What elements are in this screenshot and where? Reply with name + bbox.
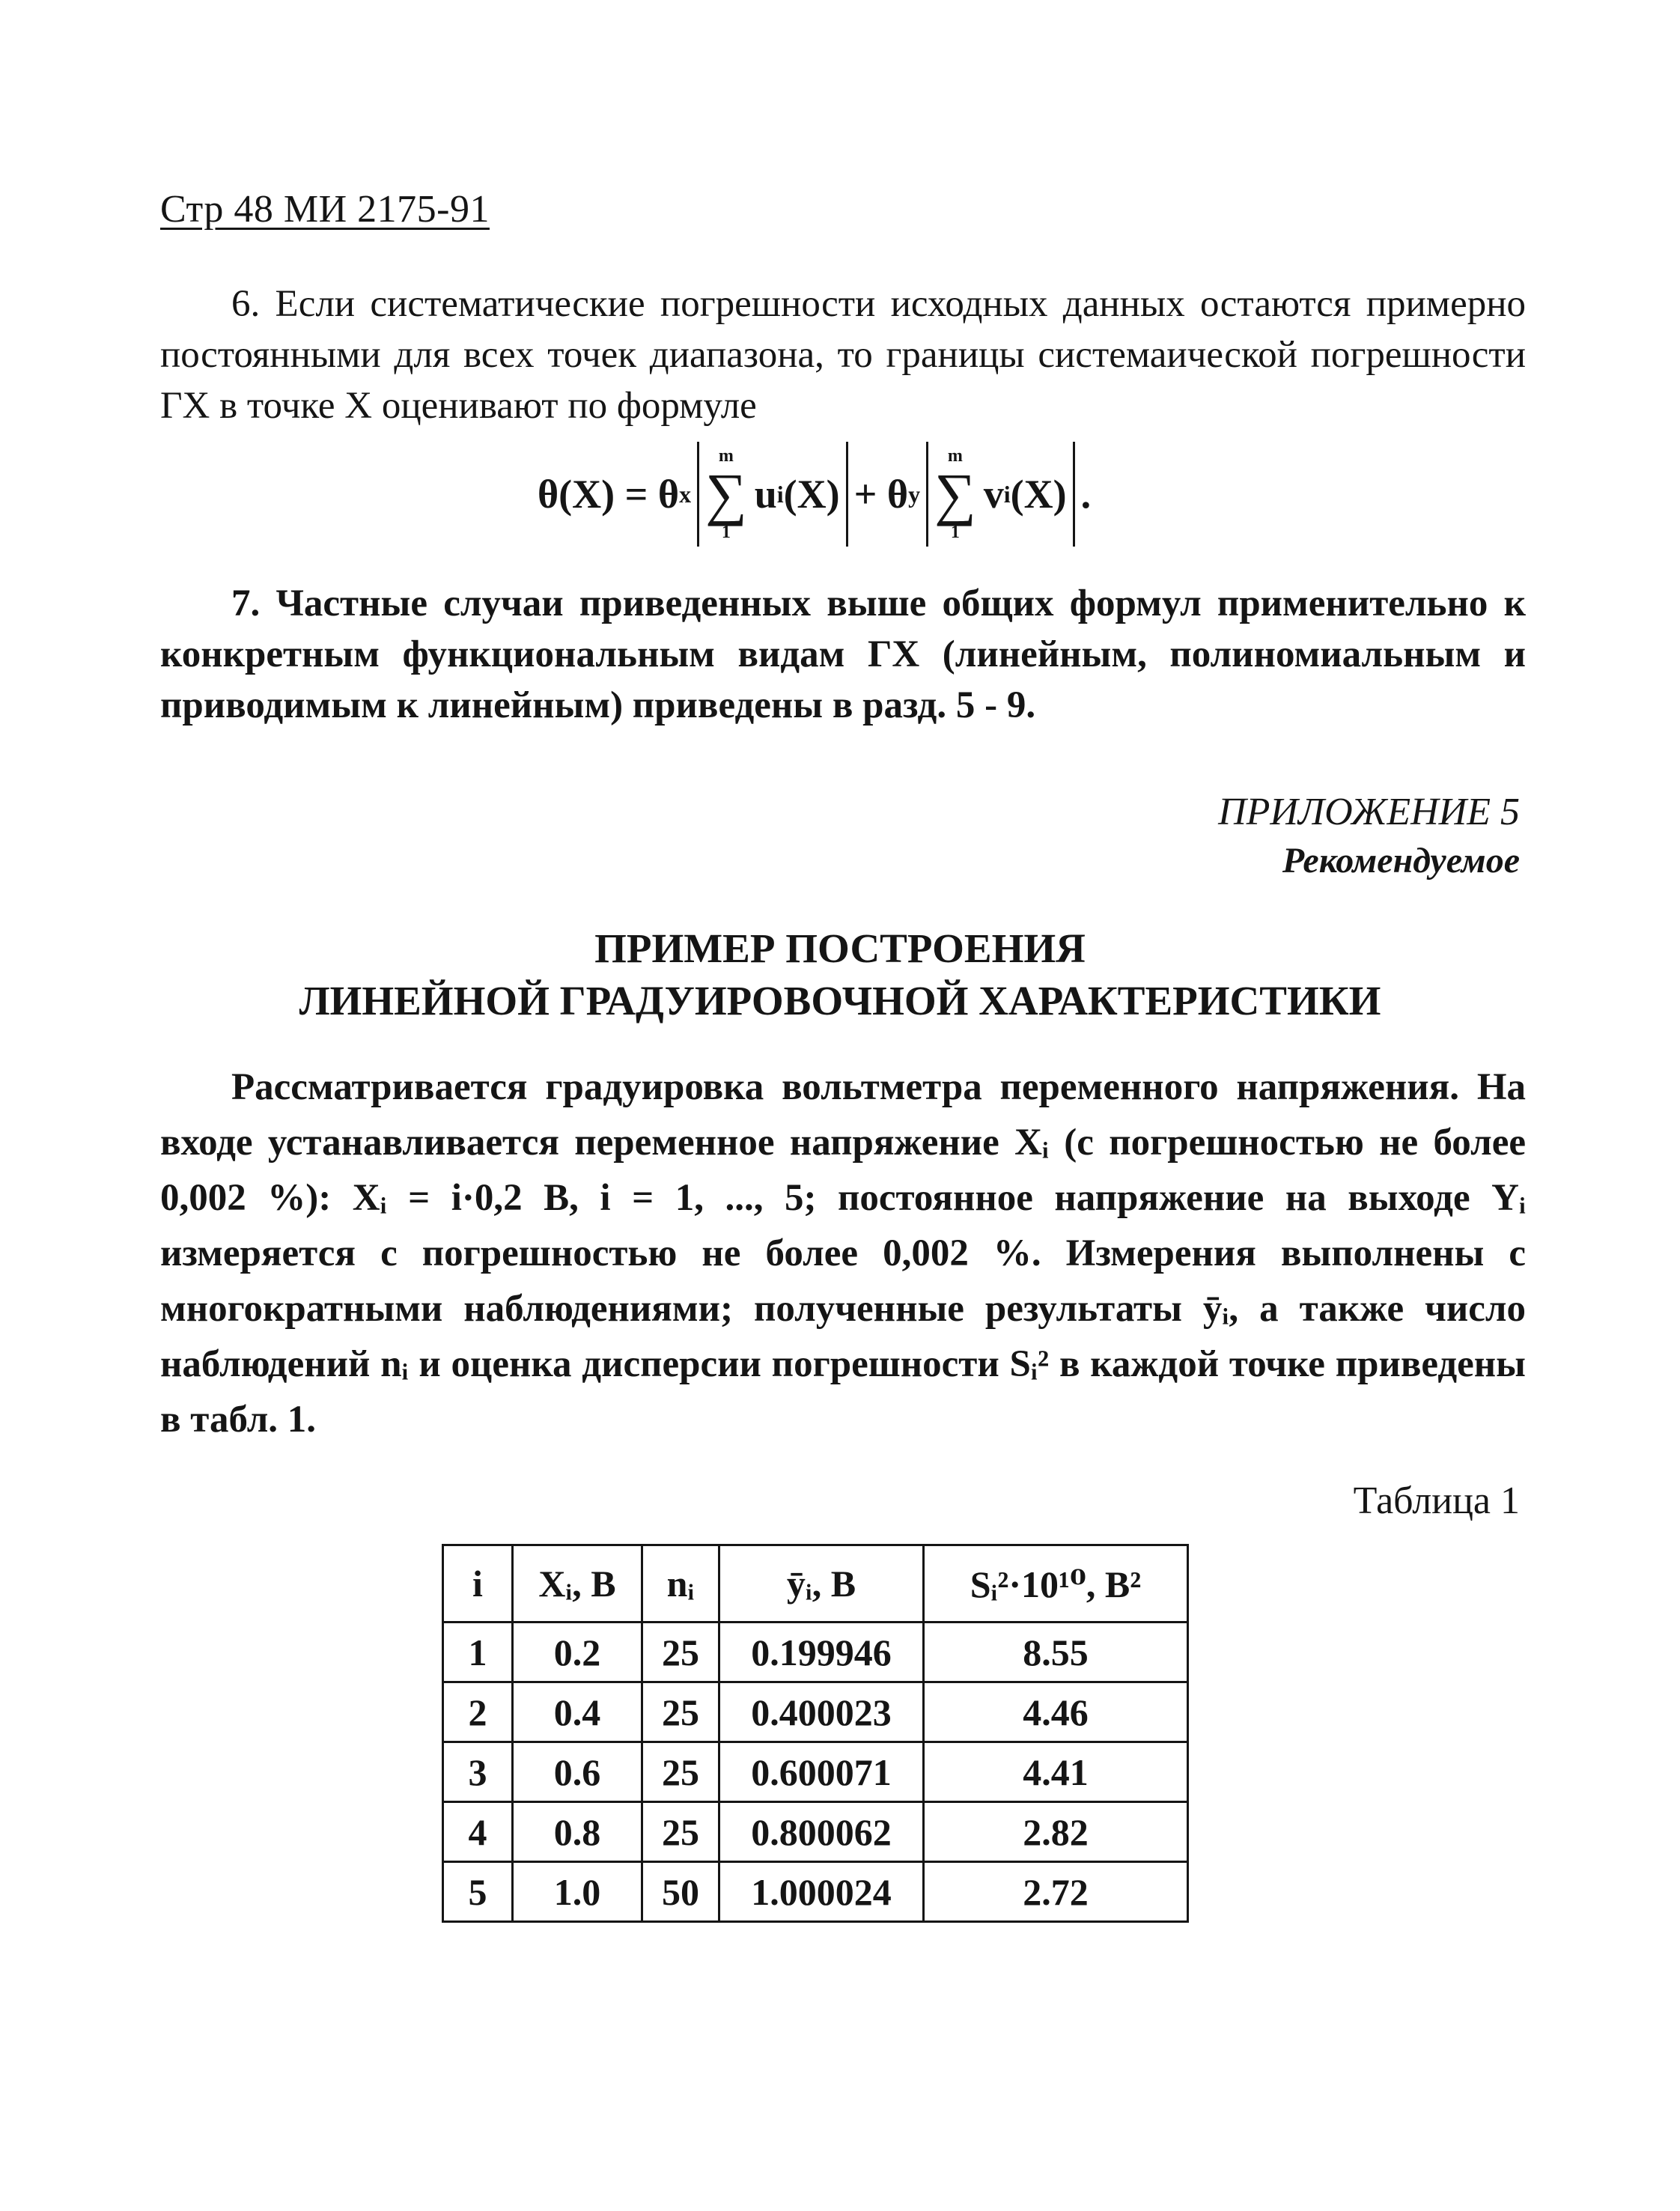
paragraph-7: 7. Частные случаи приведенных выше общих формул применительно к конкретным функциональным видам ГХ (линейным, полиномиальным и приводимым к линейным) приведены в разд. 5 - 9. xyxy=(160,583,1526,726)
cell-i: 2 xyxy=(443,1682,513,1742)
table-header-row xyxy=(443,1545,1188,1622)
sum-lower: 1 xyxy=(721,523,731,542)
data-table xyxy=(442,1544,1189,1923)
formula-abs-2 xyxy=(926,442,1074,547)
cell-y: 0.800062 xyxy=(719,1802,924,1862)
cell-y: 0.600071 xyxy=(719,1742,924,1802)
header-y: ȳᵢ, В xyxy=(719,1545,924,1622)
cell-i: 4 xyxy=(443,1802,513,1862)
sum-icon: m ∑ 1 xyxy=(934,446,976,542)
appendix-label: ПРИЛОЖЕНИЕ 5 xyxy=(1218,791,1520,833)
cell-x: 0.6 xyxy=(513,1742,642,1802)
cell-n: 25 xyxy=(642,1622,719,1682)
formula xyxy=(538,434,1091,554)
cell-x: 0.8 xyxy=(513,1802,642,1862)
formula-theta-x-sub: x xyxy=(679,480,692,508)
cell-n: 50 xyxy=(642,1862,719,1922)
formula-end: . xyxy=(1080,472,1092,517)
header-i: i xyxy=(443,1545,513,1622)
cell-i: 1 xyxy=(443,1622,513,1682)
formula-term1-sub: i xyxy=(776,480,784,508)
header-n: nᵢ xyxy=(642,1545,719,1622)
table-row xyxy=(443,1682,1188,1742)
formula-term2: v xyxy=(983,472,1004,517)
cell-i: 3 xyxy=(443,1742,513,1802)
section-title-line2: ЛИНЕЙНОЙ ГРАДУИРОВОЧНОЙ ХАРАКТЕРИСТИКИ xyxy=(299,978,1381,1024)
cell-n: 25 xyxy=(642,1802,719,1862)
formula-abs-1 xyxy=(697,442,848,547)
cell-i: 5 xyxy=(443,1862,513,1922)
formula-term1-arg: (X) xyxy=(783,472,840,517)
formula-theta-y-sub: y xyxy=(908,480,921,508)
cell-n: 25 xyxy=(642,1742,719,1802)
paragraph-6: 6. Если систематические погрешности исходных данных остаются примерно постоянными для всех точек диапазона, то границы системаической погрешности ГХ в точке X оценивают по формуле xyxy=(160,283,1526,427)
sum-icon: m ∑ 1 xyxy=(705,446,747,542)
cell-n: 25 xyxy=(642,1682,719,1742)
formula-lhs: θ(X) = θ xyxy=(538,472,680,517)
cell-s: 4.46 xyxy=(924,1682,1188,1742)
formula-plus: + θ xyxy=(853,472,909,517)
appendix-status: Рекомендуемое xyxy=(1282,841,1520,881)
cell-y: 1.000024 xyxy=(719,1862,924,1922)
formula-term2-arg: (X) xyxy=(1010,472,1067,517)
formula-term2-sub: i xyxy=(1003,480,1011,508)
cell-y: 0.400023 xyxy=(719,1682,924,1742)
page-header: Стр 48 МИ 2175-91 xyxy=(160,188,490,231)
body-paragraph: Рассматривается градуировка вольтметра переменного напряжения. На входе устанавливается переменное напряжение Xᵢ (с погрешностью не более 0,002 %): Xᵢ = i·0,2 В, i = 1, ..., 5; постоянное напряжение на выходе Yᵢ измеряется с погрешностью не более 0,002 %. Измерения выполнены с многократными наблюдениями; полученные результаты ȳᵢ, а также число наблюдений nᵢ и оценка дисперсии погрешности Sᵢ² в каждой точке приведены в табл. 1. xyxy=(160,1066,1526,1441)
sum-lower: 1 xyxy=(950,523,960,542)
table-row xyxy=(443,1622,1188,1682)
sum-upper: m xyxy=(718,446,734,466)
table-row xyxy=(443,1802,1188,1862)
section-title-line1: ПРИМЕР ПОСТРОЕНИЯ xyxy=(594,925,1086,971)
cell-x: 1.0 xyxy=(513,1862,642,1922)
cell-x: 0.4 xyxy=(513,1682,642,1742)
cell-s: 2.72 xyxy=(924,1862,1188,1922)
cell-s: 8.55 xyxy=(924,1622,1188,1682)
table-caption: Таблица 1 xyxy=(1353,1479,1520,1522)
table-row xyxy=(443,1862,1188,1922)
formula-term1: u xyxy=(754,472,777,517)
table-row xyxy=(443,1742,1188,1802)
cell-s: 2.82 xyxy=(924,1802,1188,1862)
cell-s: 4.41 xyxy=(924,1742,1188,1802)
cell-x: 0.2 xyxy=(513,1622,642,1682)
sum-upper: m xyxy=(947,446,963,466)
header-x: Xᵢ, В xyxy=(513,1545,642,1622)
cell-y: 0.199946 xyxy=(719,1622,924,1682)
header-s: Sᵢ²·10¹⁰, В² xyxy=(924,1545,1188,1622)
